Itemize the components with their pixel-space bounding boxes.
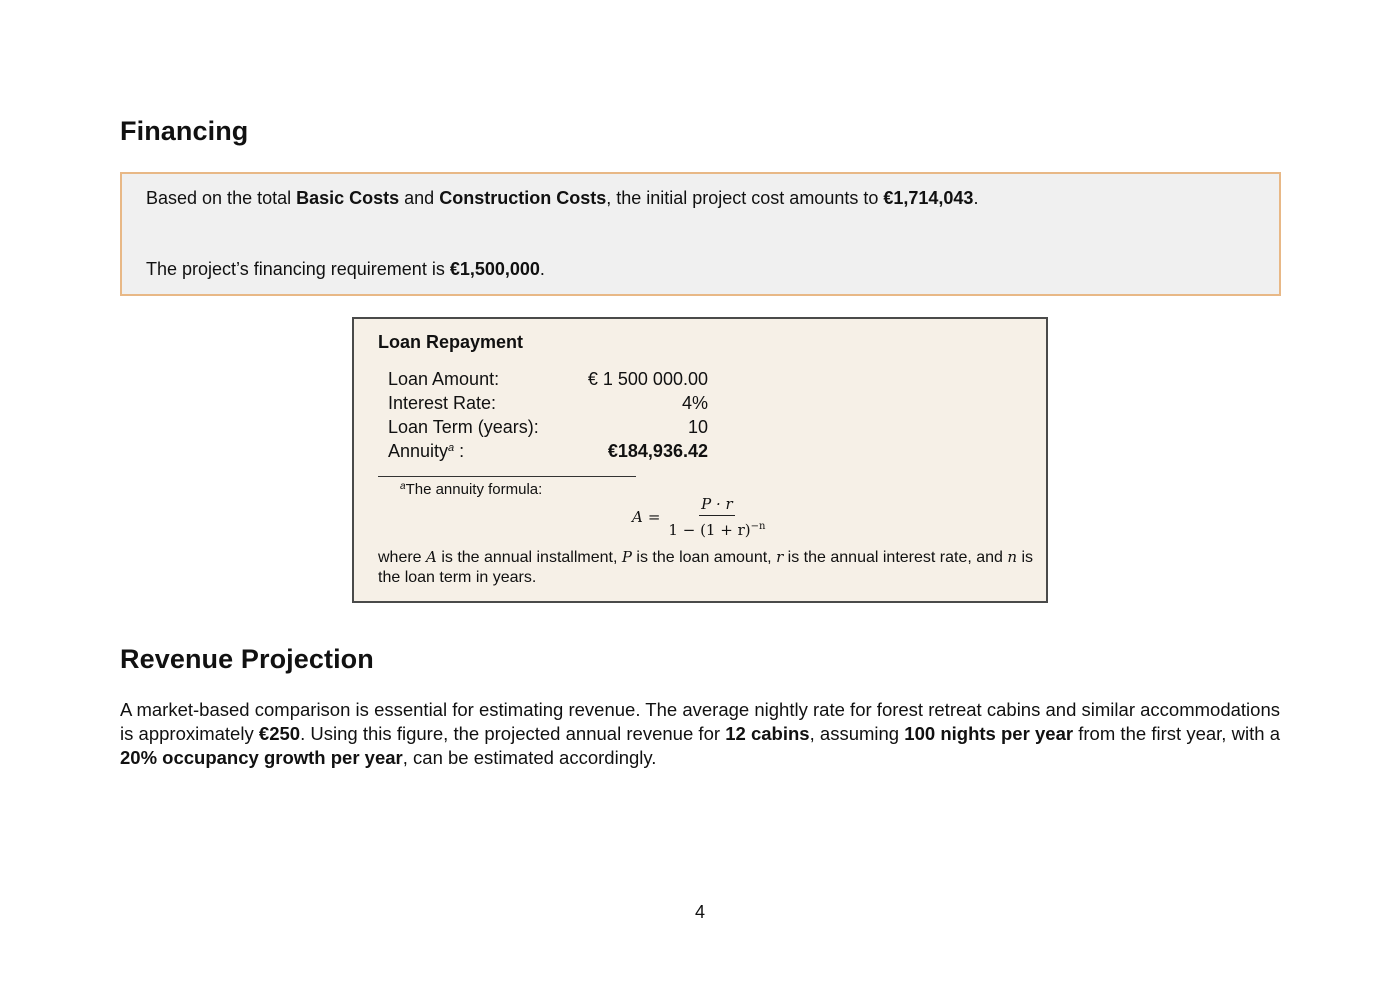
text-span: is the loan term in years. bbox=[378, 549, 1034, 586]
formula-numerator: P · r bbox=[699, 496, 735, 516]
text-span: is the annual installment, bbox=[436, 549, 622, 566]
text-span: is the annual interest rate, and bbox=[783, 549, 1008, 566]
interest-rate-row bbox=[388, 391, 708, 415]
formula-denominator bbox=[666, 516, 767, 539]
text-span: , assuming bbox=[809, 723, 905, 744]
text-span: . Using this figure, the projected annual revenue for bbox=[300, 723, 726, 744]
loan-term-value: 10 bbox=[687, 417, 708, 437]
occupancy-growth: 20% occupancy growth per year bbox=[120, 747, 403, 768]
footnote-divider bbox=[378, 476, 636, 477]
text-span: The project’s financing requirement is bbox=[146, 259, 450, 279]
footnote-intro bbox=[400, 481, 542, 499]
text-span: , can be estimated accordingly. bbox=[402, 747, 657, 768]
annuity-amount: €184,936.42 bbox=[607, 441, 708, 461]
loan-repayment-box bbox=[352, 317, 1048, 603]
annuity-value bbox=[574, 439, 708, 463]
footnote-mark: a bbox=[400, 481, 406, 492]
page-number: 4 bbox=[694, 902, 705, 922]
variable-a: A bbox=[426, 548, 437, 566]
annuity-label-cell bbox=[388, 439, 574, 463]
variable-n: n bbox=[1007, 548, 1018, 566]
basic-costs-term: Basic Costs bbox=[296, 188, 400, 208]
interest-rate-value: 4% bbox=[681, 393, 708, 413]
footnote-intro-text: The annuity formula: bbox=[405, 481, 543, 498]
initial-cost-sentence bbox=[146, 187, 978, 209]
financing-heading: Financing bbox=[120, 116, 249, 146]
text-span: . bbox=[539, 259, 545, 279]
annuity-label: Annuity bbox=[388, 441, 449, 461]
loan-table bbox=[388, 367, 708, 463]
annuity-colon: : bbox=[454, 441, 465, 461]
loan-term-label: Loan Term (years): bbox=[388, 417, 539, 437]
nightly-rate-value: €250 bbox=[258, 723, 301, 744]
text-span: A market-based comparison is essential for estimating revenue. The average nightly rate for forest retreat cabins and similar accommodations is approximately bbox=[120, 699, 1280, 744]
text-span: from the first year, with a bbox=[1073, 723, 1280, 744]
text-span: , the initial project cost amounts to bbox=[606, 188, 884, 208]
footnote-explanation bbox=[378, 547, 1038, 588]
text-span: . bbox=[973, 188, 979, 208]
financing-summary-box bbox=[120, 172, 1281, 296]
formula-lhs: A bbox=[632, 508, 643, 526]
loan-amount-label: Loan Amount: bbox=[388, 369, 500, 389]
nights-per-year: 100 nights per year bbox=[904, 723, 1074, 744]
initial-cost-value: €1,714,043 bbox=[883, 188, 974, 208]
formula-equals: = bbox=[647, 508, 661, 526]
annuity-row bbox=[388, 439, 708, 463]
footnote-marker: a bbox=[448, 442, 455, 454]
cabins-count: 12 cabins bbox=[725, 723, 810, 744]
text-span: Based on the total bbox=[146, 188, 297, 208]
loan-term-row bbox=[388, 415, 708, 439]
revenue-paragraph bbox=[120, 698, 1280, 770]
financing-requirement-sentence bbox=[146, 258, 545, 280]
formula-exponent: −n bbox=[750, 520, 766, 532]
formula-fraction bbox=[666, 496, 767, 539]
loan-repayment-title: Loan Repayment bbox=[378, 332, 524, 352]
loan-amount-value: € 1 500 000.00 bbox=[587, 369, 708, 389]
formula-denominator-base: 1 − (1 + r) bbox=[668, 520, 751, 539]
construction-costs-term: Construction Costs bbox=[439, 188, 607, 208]
variable-p: P bbox=[621, 548, 632, 566]
financing-requirement-value: €1,500,000 bbox=[449, 259, 540, 279]
annuity-formula bbox=[632, 494, 767, 539]
text-span: where bbox=[378, 549, 427, 566]
text-span: and bbox=[399, 188, 440, 208]
variable-r: r bbox=[776, 548, 784, 566]
text-span: is the loan amount, bbox=[631, 549, 777, 566]
interest-rate-label: Interest Rate: bbox=[388, 393, 497, 413]
revenue-projection-heading: Revenue Projection bbox=[120, 644, 374, 674]
loan-amount-row bbox=[388, 367, 708, 391]
